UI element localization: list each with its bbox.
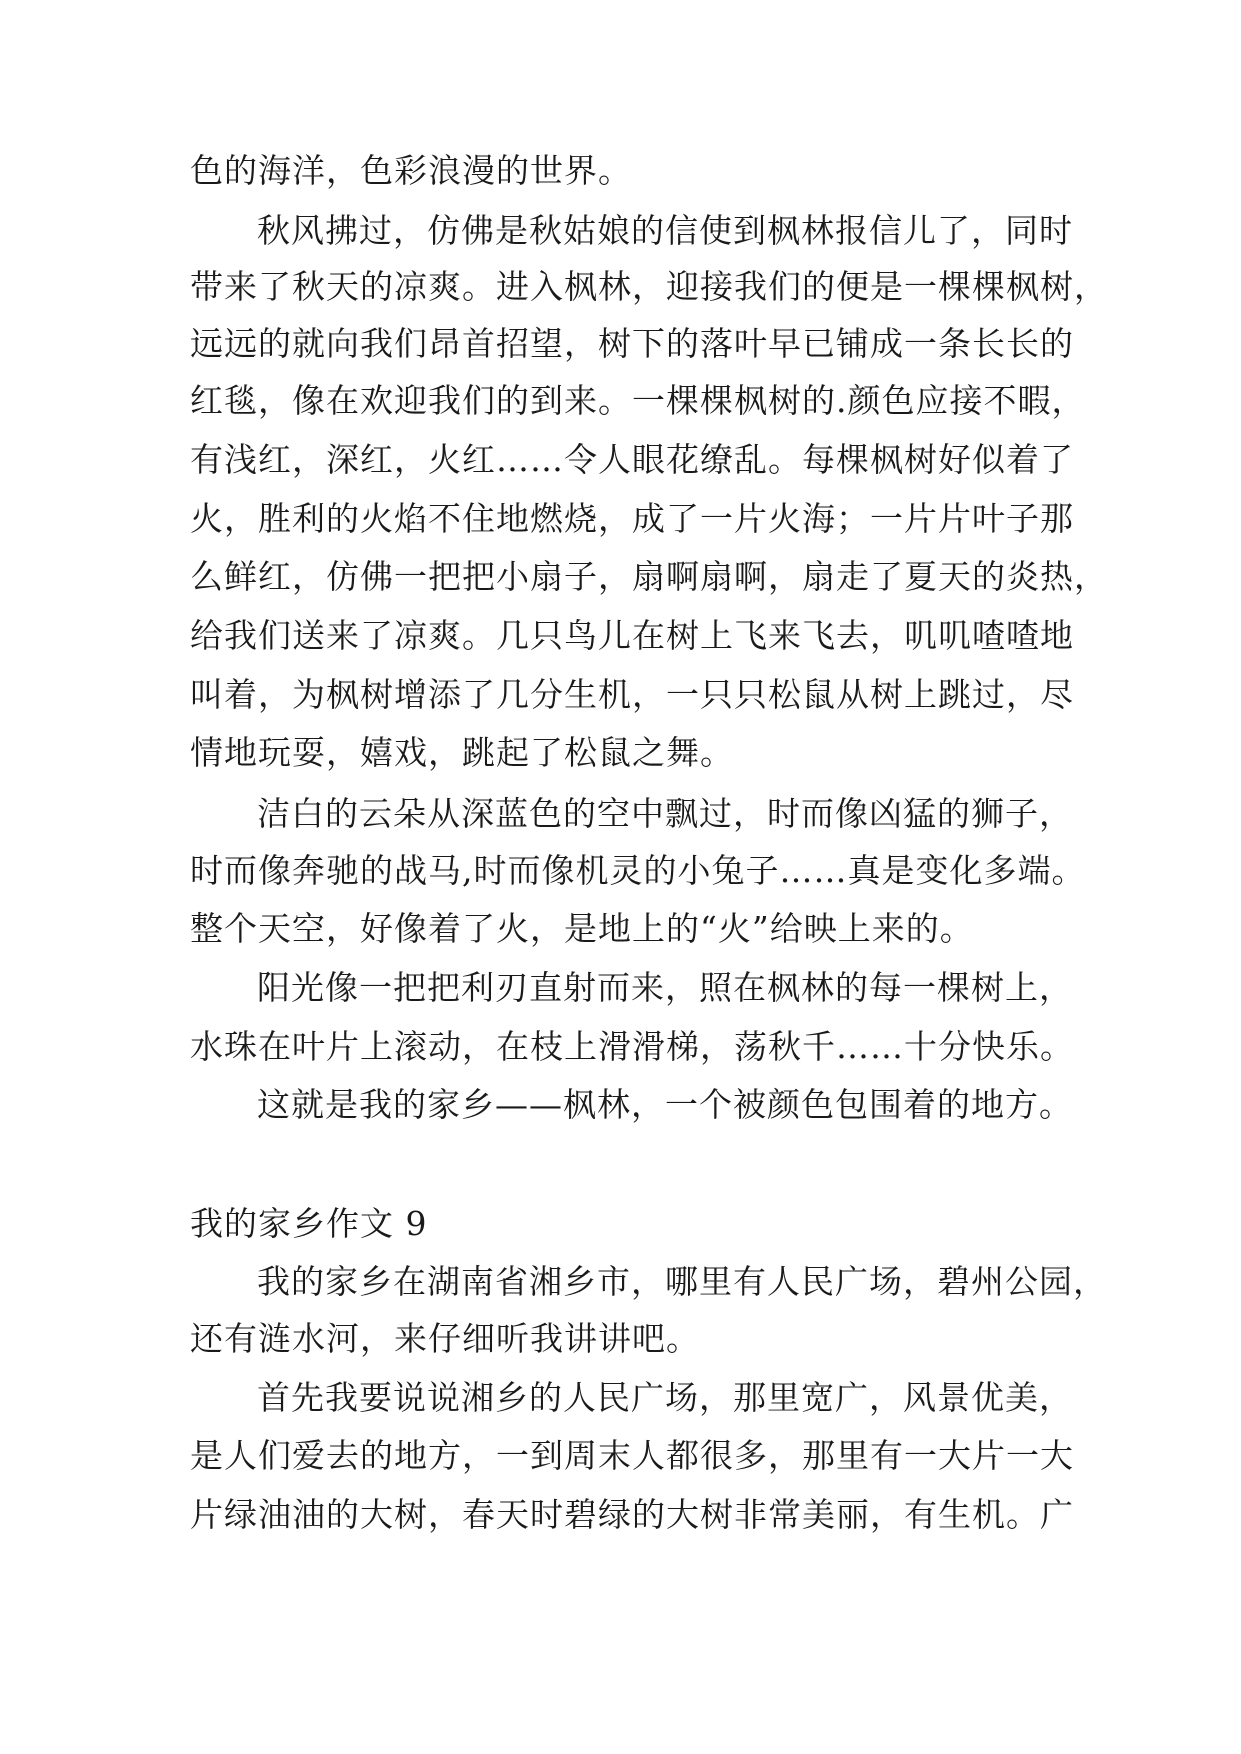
paragraph-line: 给我们送来了凉爽。几只鸟儿在树上飞来飞去，叽叽喳喳地: [190, 616, 1074, 655]
paragraph-line: 色的海洋，色彩浪漫的世界。: [190, 151, 632, 190]
paragraph-line: 这就是我的家乡——枫林，一个被颜色包围着的地方。: [257, 1085, 1073, 1124]
paragraph-line: 是人们爱去的地方，一到周末人都很多，那里有一大片一大: [190, 1436, 1074, 1475]
paragraph-line: 叫着，为枫树增添了几分生机，一只只松鼠从树上跳过，尽: [190, 675, 1074, 714]
section-title: 我的家乡作文 9: [190, 1204, 428, 1243]
paragraph-line: 整个天空，好像着了火，是地上的“火”给映上来的。: [190, 909, 974, 948]
paragraph-line: 阳光像一把把利刃直射而来，照在枫林的每一棵树上，: [257, 968, 1073, 1007]
paragraph-line: 带来了秋天的凉爽。进入枫林，迎接我们的便是一棵棵枫树，: [190, 267, 1108, 306]
paragraph-line: 还有涟水河，来仔细听我讲讲吧。: [190, 1319, 700, 1358]
paragraph-line: 么鲜红，仿佛一把把小扇子，扇啊扇啊，扇走了夏天的炎热，: [190, 557, 1108, 596]
paragraph-line: 时而像奔驰的战马,时而像机灵的小兔子……真是变化多端。: [190, 851, 1086, 890]
paragraph-line: 情地玩耍，嬉戏，跳起了松鼠之舞。: [190, 733, 734, 772]
paragraph-line: 秋风拂过，仿佛是秋姑娘的信使到枫林报信儿了，同时: [257, 211, 1073, 250]
paragraph-line: 红毯，像在欢迎我们的到来。一棵棵枫树的.颜色应接不暇，: [190, 381, 1086, 420]
paragraph-line: 水珠在叶片上滚动，在枝上滑滑梯，荡秋千……十分快乐。: [190, 1027, 1074, 1066]
paragraph-line: 远远的就向我们昂首招望，树下的落叶早已铺成一条长长的: [190, 324, 1074, 363]
paragraph-line: 有浅红，深红，火红……令人眼花缭乱。每棵枫树好似着了: [190, 440, 1074, 479]
paragraph-line: 我的家乡在湖南省湘乡市，哪里有人民广场，碧州公园，: [257, 1262, 1107, 1301]
paragraph-line: 片绿油油的大树，春天时碧绿的大树非常美丽，有生机。广: [190, 1495, 1074, 1534]
paragraph-line: 洁白的云朵从深蓝色的空中飘过，时而像凶猛的狮子，: [257, 794, 1073, 833]
paragraph-line: 火，胜利的火焰不住地燃烧，成了一片火海；一片片叶子那: [190, 499, 1074, 538]
paragraph-line: 首先我要说说湘乡的人民广场，那里宽广，风景优美，: [257, 1378, 1073, 1417]
